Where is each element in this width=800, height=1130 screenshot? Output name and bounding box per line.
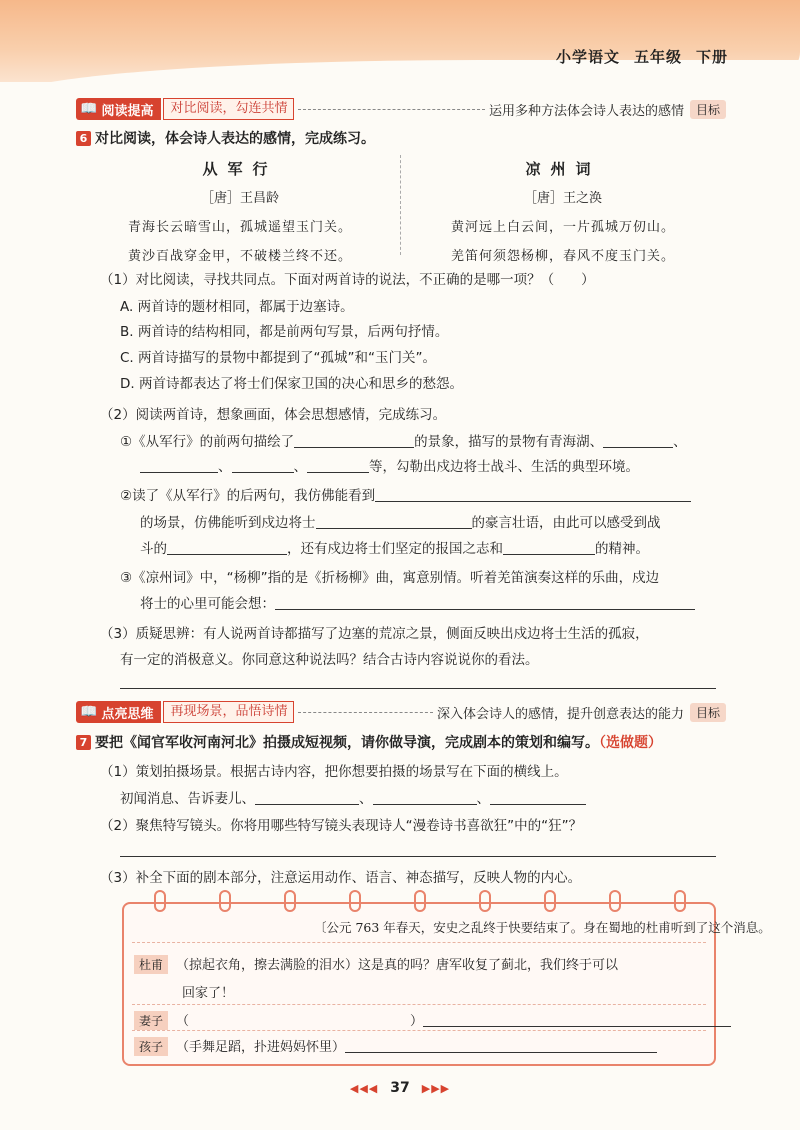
- text: 、: [293, 459, 307, 475]
- q7-part2: （2）聚焦特写镜头。你将用哪些特写镜头表现诗人“漫卷诗书喜欲狂”中的“狂”？: [100, 818, 583, 834]
- book-icon: 📖: [80, 101, 98, 117]
- section-bar-thinking: [76, 700, 726, 724]
- text: 、: [476, 791, 490, 807]
- right-arrows-icon: ▶▶▶: [421, 1082, 451, 1095]
- script-line-wife: [134, 1010, 731, 1030]
- answer-line[interactable]: [120, 688, 716, 689]
- section-bar-reading: [76, 97, 726, 121]
- binder-ring: [154, 890, 166, 912]
- left-arrows-icon: ◀◀◀: [349, 1082, 379, 1095]
- header-subject: 小学语文: [555, 48, 620, 66]
- divider: [132, 1004, 706, 1005]
- binder-ring: [544, 890, 556, 912]
- binder-ring: [349, 890, 361, 912]
- poem-title: 从军行: [202, 160, 278, 178]
- option-d: D. 两首诗都表达了将士们保家卫国的决心和思乡的愁怨。: [120, 376, 463, 392]
- poem-author: ［唐］王之涣: [523, 191, 602, 206]
- dialogue-cont: 回家了！: [182, 986, 235, 1001]
- poem-line: 青海长云暗雪山，孤城遥望玉门关。: [127, 220, 352, 235]
- text: 等，勾勒出戍边将士战斗、生活的典型环境。: [369, 459, 639, 475]
- dialogue: （手舞足蹈，扑进妈妈怀里）: [176, 1040, 346, 1055]
- binder-ring: [609, 890, 621, 912]
- option-c: C. 两首诗描写的景物中都提到了“孤城”和“玉门关”。: [120, 350, 436, 366]
- binder-ring: [414, 890, 426, 912]
- section-goal: 深入体会诗人的感情，提升创意表达的能力: [436, 706, 684, 722]
- poem-congjunxing: [100, 158, 380, 264]
- fill-line: [140, 592, 695, 612]
- fill-line: [140, 537, 649, 557]
- text: 的场景，仿佛能听到戍边将士: [140, 515, 316, 531]
- answer-line[interactable]: [120, 856, 716, 857]
- fill-line: [140, 455, 639, 475]
- question-7-title: [76, 732, 662, 752]
- header-volume: 下册: [695, 48, 728, 66]
- poem-title: 凉州词: [525, 160, 601, 178]
- role-label: 杜甫: [134, 955, 168, 974]
- book-icon: 📖: [80, 704, 98, 720]
- text: 、: [218, 459, 232, 475]
- text: 的景象，描写的景物有青海湖、: [414, 434, 604, 450]
- answer-blank[interactable]: [316, 514, 472, 529]
- text: ①《从军行》的前两句描绘了: [120, 434, 295, 450]
- q6-part2: （2）阅读两首诗，想象画面，体会思想感情，完成练习。: [100, 407, 447, 423]
- option-b: B. 两首诗的结构相同，都是前两句写景，后两句抒情。: [120, 324, 449, 340]
- answer-blank[interactable]: [503, 540, 595, 555]
- answer-blank[interactable]: [423, 1012, 731, 1027]
- binder-ring: [674, 890, 686, 912]
- divider: [132, 1030, 706, 1031]
- binder-ring: [219, 890, 231, 912]
- question-number: 6: [76, 131, 91, 146]
- section-subtitle: 对比阅读，勾连共情: [163, 98, 294, 120]
- text: ②读了《从军行》的后两句，我仿佛能看到: [120, 488, 376, 504]
- answer-blank[interactable]: [294, 433, 414, 448]
- page-number: 37: [390, 1080, 410, 1096]
- answer-blank[interactable]: [275, 595, 695, 610]
- script-line-child: [134, 1036, 657, 1056]
- answer-blank[interactable]: [375, 487, 691, 502]
- section-tag-label: 点亮思维: [101, 706, 154, 722]
- q6-part1: （1）对比阅读，寻找共同点。下面对两首诗的说法，不正确的是哪一项？（ ）: [100, 272, 595, 288]
- question-number: 7: [76, 735, 91, 750]
- answer-blank[interactable]: [255, 790, 359, 805]
- text: ，还有戍边将士们坚定的报国之志和: [287, 541, 503, 557]
- page-footer: [0, 1080, 800, 1096]
- divider: [298, 712, 433, 713]
- answer-blank[interactable]: [490, 790, 586, 805]
- text: 的精神。: [595, 541, 649, 557]
- q6-part3: （3）质疑思辨：有人说两首诗都描写了边塞的荒凉之景，侧面反映出戍边将士生活的孤寂，: [100, 626, 649, 642]
- dialogue: （ ）: [176, 1014, 424, 1029]
- question-text: 对比阅读，体会诗人表达的感情，完成练习。: [95, 131, 375, 147]
- fill-line: [120, 430, 687, 450]
- binder-ring: [284, 890, 296, 912]
- fill-line: [120, 484, 691, 504]
- role-label: 孩子: [134, 1037, 168, 1056]
- answer-blank[interactable]: [140, 458, 218, 473]
- section-tag: [76, 98, 161, 120]
- poem-divider: [400, 155, 401, 255]
- poem-line: 黄河远上白云间，一片孤城万仞山。: [450, 220, 675, 235]
- binder-ring: [479, 890, 491, 912]
- section-subtitle: 再现场景，品悟诗情: [163, 701, 294, 723]
- answer-blank[interactable]: [167, 540, 287, 555]
- question-text: 要把《闻官军收河南河北》拍摄成短视频，请你做导演，完成剧本的策划和编写。: [95, 735, 599, 751]
- section-tag: [76, 701, 161, 723]
- dialogue: （掠起衣角，擦去满脸的泪水）这是真的吗？唐军收复了蓟北，我们终于可以: [176, 958, 619, 973]
- question-6-title: [76, 128, 375, 148]
- target-badge: 目标: [690, 100, 726, 119]
- role-label: 妻子: [134, 1011, 168, 1030]
- text: 、: [673, 434, 687, 450]
- section-goal: 运用多种方法体会诗人表达的感情: [488, 103, 684, 119]
- option-a: A. 两首诗的题材相同，都属于边塞诗。: [120, 299, 354, 315]
- script-line-dufu: [134, 954, 618, 974]
- text: 初闻消息、告诉妻儿、: [120, 791, 255, 807]
- script-card: [122, 902, 771, 1066]
- optional-tag: （选做题）: [599, 735, 662, 751]
- text: 斗的: [140, 541, 167, 557]
- target-badge: 目标: [690, 703, 726, 722]
- q6-sub3: ③《凉州词》中，“杨柳”指的是《折杨柳》曲，寓意别情。听着羌笛演奏这样的乐曲，戍边: [120, 570, 660, 586]
- poem-author: ［唐］王昌龄: [200, 191, 279, 206]
- poem-line: 羌笛何须怨杨柳，春风不度玉门关。: [450, 249, 675, 264]
- fill-line: [140, 511, 661, 531]
- answer-blank[interactable]: [345, 1038, 657, 1053]
- answer-blank[interactable]: [307, 458, 369, 473]
- fill-line: [120, 787, 586, 807]
- poem-liangzhouci: [418, 158, 708, 264]
- answer-blank[interactable]: [603, 433, 673, 448]
- section-tag-label: 阅读提高: [101, 103, 154, 119]
- divider: [298, 109, 485, 110]
- answer-blank[interactable]: [232, 458, 294, 473]
- header-grade: 五年级: [633, 48, 682, 66]
- page-header: [542, 46, 728, 67]
- q7-part1: （1）策划拍摄场景。根据古诗内容，把你想要拍摄的场景写在下面的横线上。: [100, 764, 568, 780]
- answer-blank[interactable]: [373, 790, 477, 805]
- divider: [132, 942, 706, 943]
- scene-description: 〔公元 763 年春天，安史之乱终于快要结束了。身在蜀地的杜甫听到了这个消息。: [314, 920, 771, 935]
- text: 的豪言壮语，由此可以感受到战: [471, 515, 661, 531]
- q6-part3-cont: 有一定的消极意义。你同意这种说法吗？结合古诗内容说说你的看法。: [120, 652, 539, 668]
- text: 将士的心里可能会想：: [140, 596, 275, 612]
- q7-part3: （3）补全下面的剧本部分，注意运用动作、语言、神态描写，反映人物的内心。: [100, 870, 582, 886]
- text: 、: [359, 791, 373, 807]
- poem-line: 黄沙百战穿金甲，不破楼兰终不还。: [127, 249, 352, 264]
